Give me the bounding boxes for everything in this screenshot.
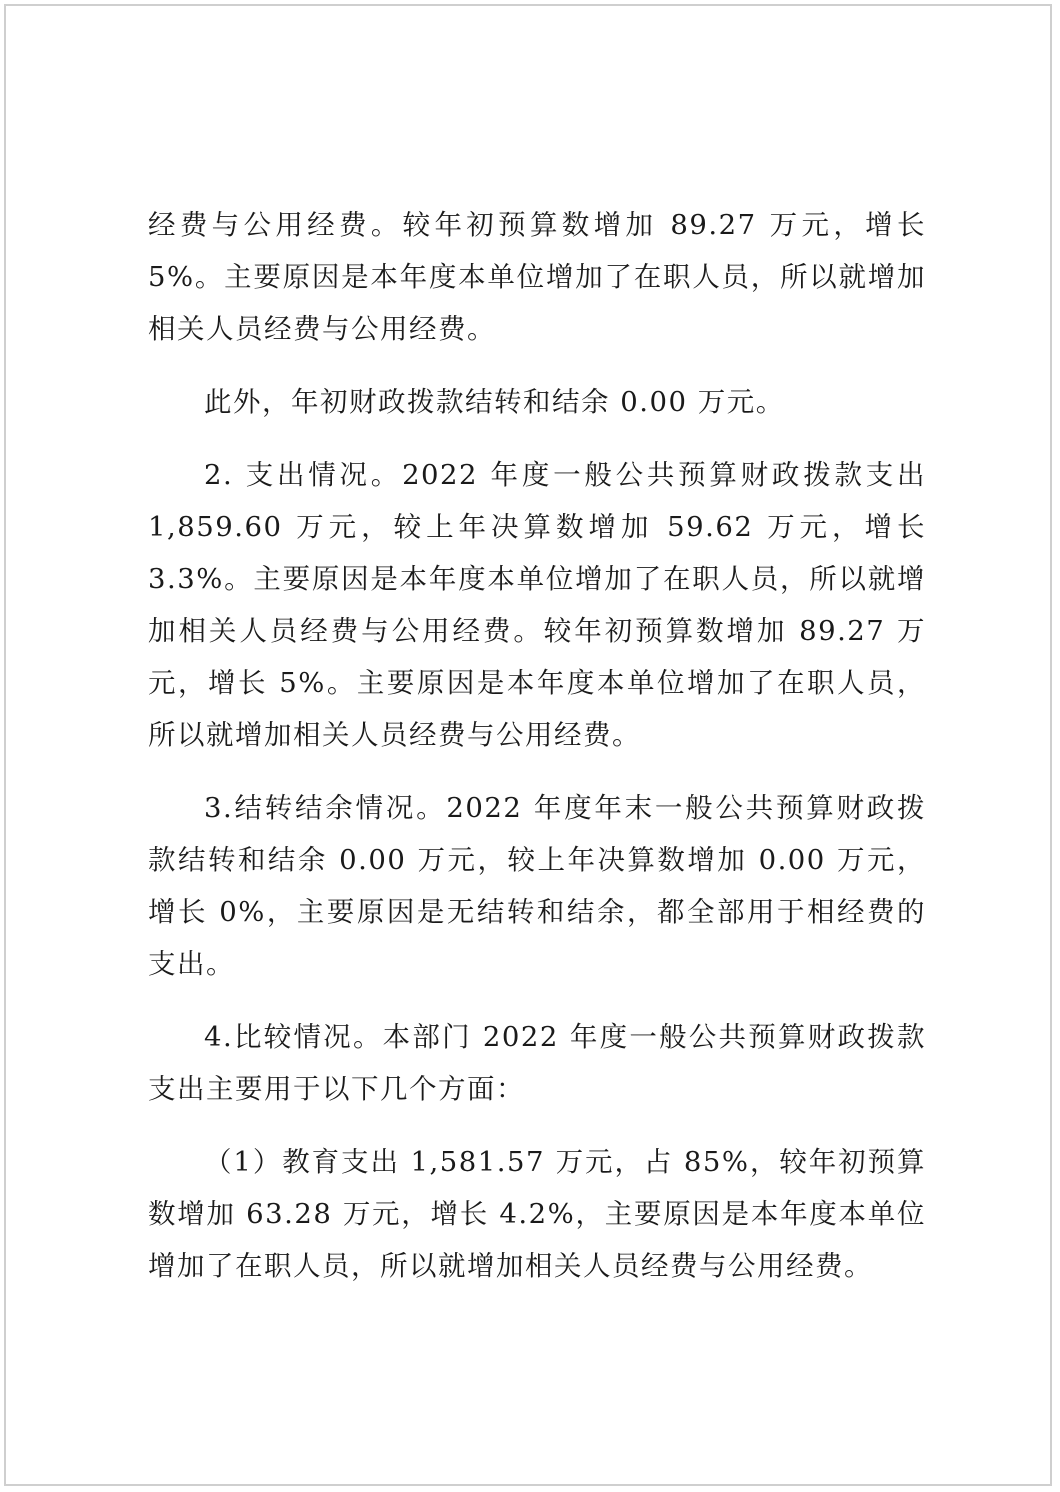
paragraph-education-expenditure: （1）教育支出 1,581.57 万元，占 85%，较年初预算数增加 63.28 万元，增长 4.2%，主要原因是本年度本单位增加了在职人员，所以就增加相关人员经费与公用经费。 — [148, 1146, 926, 1282]
paragraph-expenditure: 2. 支出情况。2022 年度一般公共预算财政拨款支出 1,859.60 万元，较上年决算数增加 59.62 万元，增长 3.3%。主要原因是本年度本单位增加了在职人员，所以就增加相关人员经费与公用经费。较年初预算数增加 89.27 万元，增长 5%。主要原因是本年度本单位增加了在职人员，所以就增加相关人员经费与公用经费。 — [148, 459, 926, 751]
document-body — [148, 199, 926, 1292]
paragraph-balance: 3.结转结余情况。2022 年度年末一般公共预算财政拨款结转和结余 0.00 万元，较上年决算数增加 0.00 万元，增长 0%，主要原因是无结转和结余，都全部用于相经费的支出。 — [148, 792, 926, 980]
paragraph-comparison: 4.比较情况。本部门 2022 年度一般公共预算财政拨款支出主要用于以下几个方面： — [148, 1021, 926, 1105]
paragraph-continuation: 经费与公用经费。较年初预算数增加 89.27 万元，增长 5%。主要原因是本年度本单位增加了在职人员，所以就增加相关人员经费与公用经费。 — [148, 209, 926, 345]
document-page — [4, 4, 1052, 1486]
paragraph-carryover-note: 此外，年初财政拨款结转和结余 0.00 万元。 — [204, 386, 785, 418]
